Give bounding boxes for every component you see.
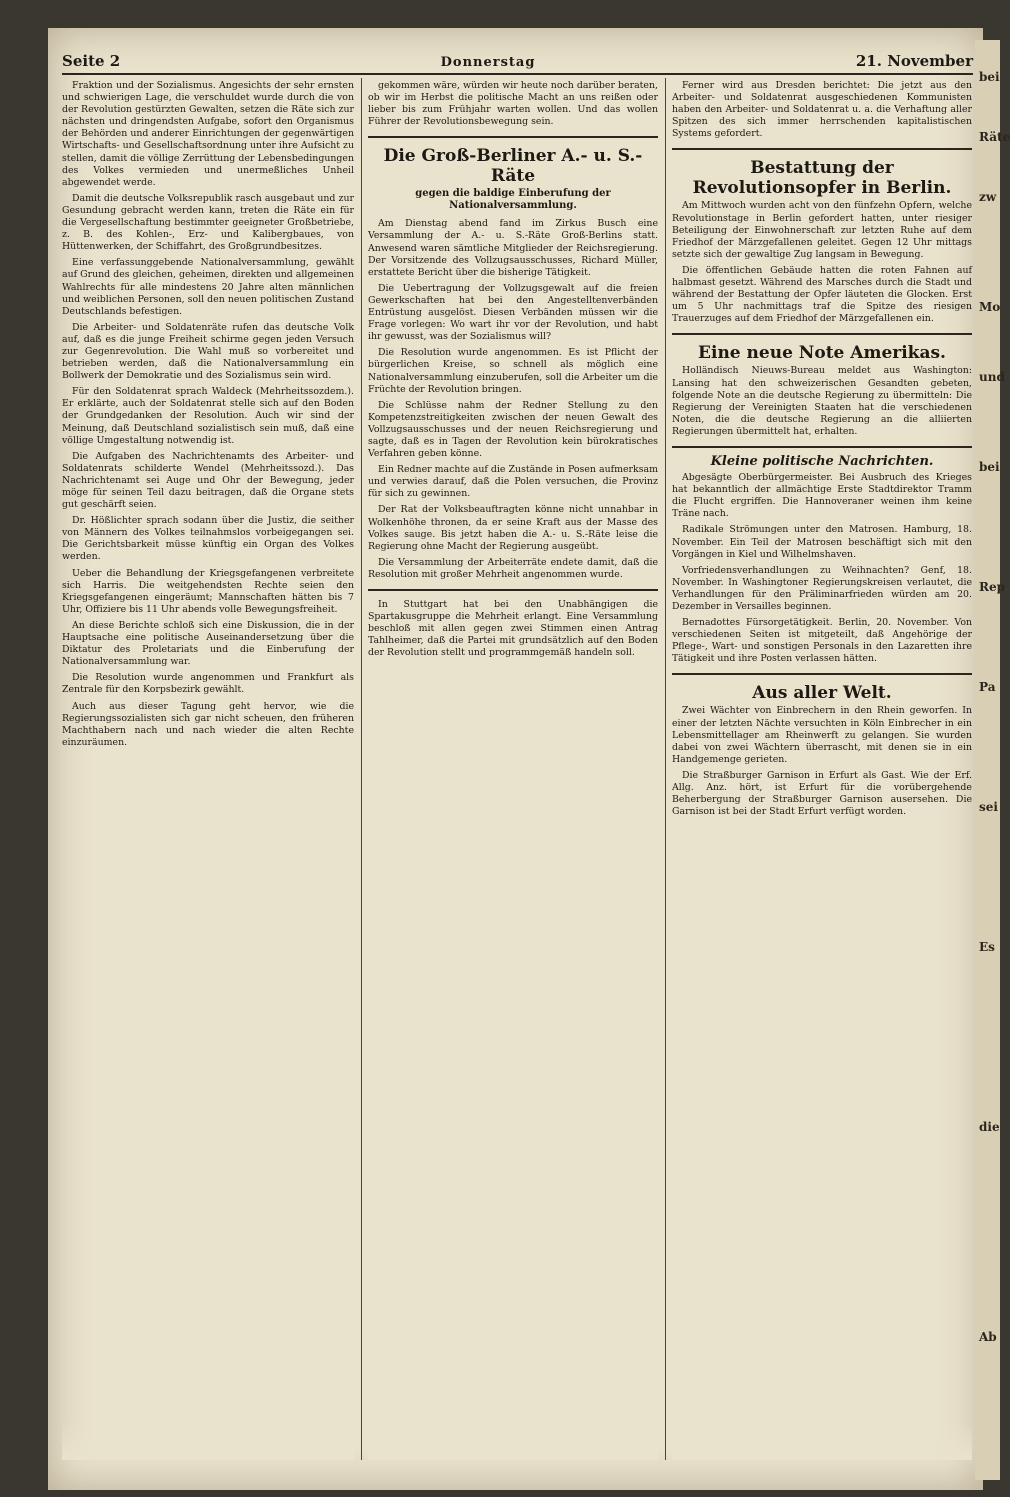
paragraph: Die öffentlichen Gebäude hatten die roten Fahnen auf halbmast gesetzt. Während des Marsches durch die Stadt und während der Bestattung der Opfer läuteten die Glocken. Erst um 5 Uhr nachmittags traf die Spitze des riesigen Trauerzuges auf dem Friedhof der Märzgefallenen ein.	[672, 264, 972, 325]
strip-fragment: Pa	[979, 680, 996, 694]
paragraph: Radikale Strömungen unter den Matrosen. Hamburg, 18. November. Ein Teil der Matrosen beschäftigt sich mit den Vorgängen in Kiel und Wilhelmshaven.	[672, 524, 972, 560]
section-headline: Kleine politische Nachrichten.	[710, 453, 934, 469]
page-weekday: Donnerstag	[440, 55, 536, 70]
paragraph: Vorfriedensverhandlungen zu Weihnachten? Genf, 18. November. In Washingtoner Regierungskreisen verlautet, die Verhandlungen für den Präliminarfrieden würden am 20. Dezember in Versailles beginnen.	[672, 564, 972, 612]
paragraph: Für den Soldatenrat sprach Waldeck (Mehrheitssozdem.). Er erklärte, auch der Soldatenrat stelle sich auf den Boden der Grundgedanken der Resolution. Auch wir sind der Meinung, daß Deutschland sozialistisch sein muß, daß eine völlige Umgestaltung notwendig ist.	[62, 386, 354, 446]
article-subheadline: gegen die baldige Einberufung der Nationalversammlung.	[415, 188, 611, 212]
paragraph: gekommen wäre, würden wir heute noch darüber beraten, ob wir im Herbst die politische Macht an uns reißen oder lieber bis zum Frühjahr warten wollen. Und das wollen Führer der Revolutionsbewegung sein.	[368, 80, 658, 128]
divider	[672, 148, 972, 150]
strip-fragment: Es	[979, 940, 995, 954]
page-number: Seite 2	[62, 52, 121, 70]
strip-fragment: Räte	[979, 130, 1010, 144]
paragraph: In Stuttgart hat bei den Unabhängigen die Spartakusgruppe die Mehrheit erlangt. Eine Versammlung beschloß mit allen gegen zwei Stimmen einen Antrag Tahlheimer, daß die Partei mit grundsätzlich auf den Boden der Revolution stellt und programmgemäß handeln soll.	[368, 599, 658, 659]
divider	[368, 136, 658, 138]
text-fade	[62, 1420, 354, 1460]
divider	[672, 673, 972, 675]
paragraph: Am Mittwoch wurden acht von den fünfzehn Opfern, welche Revolutionstage in Berlin gefordert hatten, unter riesiger Beteiligung der Einwohnerschaft zur letzten Ruhe auf dem Friedhof der Märzgefallenen geleitet. Gegen 12 Uhr mittags setzte sich der gewaltige Zug langsam in Bewegung.	[672, 200, 972, 260]
page-header	[62, 42, 973, 75]
strip-fragment: bei	[979, 70, 1000, 84]
divider	[368, 589, 658, 591]
paragraph: Am Dienstag abend fand im Zirkus Busch eine Versammlung der A.- u. S.-Räte Groß-Berlins statt. Anwesend waren sämtliche Mitglieder der Reichsregierung. Der Vorsitzende des Vollzugsausschusses, Richard Müller, erstattete Bericht über die bisherige Tätigkeit.	[368, 218, 658, 278]
page-date: 21. November	[855, 52, 973, 70]
text-fade	[672, 1420, 972, 1460]
newspaper-page	[48, 28, 983, 1490]
paragraph: Dr. Hößlichter sprach sodann über die Justiz, die seither von Männern des Volkes teilnahmslos vorbeigegangen sei. Die Gerichtsbarkeit müsse künftig ein Organ des Volkes werden.	[62, 515, 354, 563]
strip-fragment: zw	[979, 190, 997, 204]
paragraph: Die Schlüsse nahm der Redner Stellung zu den Kompetenzstreitigkeiten zwischen der neuen Gewalt des Vollzugsausschusses und der neuen Reichsregierung und sagte, daß es in Tagen der Revolution kein bürokratisches Verfahren geben könne.	[368, 399, 658, 460]
strip-fragment: und	[979, 370, 1005, 384]
divider	[672, 333, 972, 335]
paragraph: Auch aus dieser Tagung geht hervor, wie die Regierungssozialisten sich gar nicht scheuen, den früheren Machthabern nach und nach wieder die alten Rechte einzuräumen.	[62, 700, 354, 748]
article-headline: Eine neue Note Amerikas.	[698, 343, 946, 364]
paragraph: Die Arbeiter- und Soldatenräte rufen das deutsche Volk auf, daß es die junge Freiheit schirme gegen jeden Versuch zur Gegenrevolution. Die Wahl muß so vorbereitet und betrieben werden, daß die Nationalversammlung ein Bollwerk der Demokratie und des Sozialismus sein wird.	[62, 321, 354, 382]
paragraph: Der Rat der Volksbeauftragten könne nicht unnahbar in Wolkenhöhe thronen, da er seine Kraft aus der Masse des Volkes sauge. Bis jetzt haben die A.- u. S.-Räte leise die Regierung ohne Macht der Regierung ausgeübt.	[368, 504, 658, 552]
paragraph: Fraktion und der Sozialismus. Angesichts der sehr ernsten und schwierigen Lage, die verschuldet wurde durch die von der Revolution gestürzten Gewalten, setzen die Räte sich zur nächsten und dringendsten Aufgabe, sofort den Organismus der Behörden und anderer Einrichtungen der gegenwärtigen Wirtschafts- und Gesellschaftsordnung unter ihre Aufsicht zu stellen, damit die völlige Zerrüttung der Lebensbedingungen des Volkes vermieden und unermeßliches Unheil abgewendet werde.	[62, 80, 355, 188]
paragraph: Die Versammlung der Arbeiterräte endete damit, daß die Resolution mit großer Mehrheit angenommen wurde.	[368, 556, 658, 580]
column-1	[62, 80, 354, 1460]
paragraph: Zwei Wächter von Einbrechern in den Rhein geworfen. In einer der letzten Nächte versuchten in Köln Einbrecher in ein Lebensmittellager am Rheinwerft zu gelangen. Sie wurden dabei von zwei Wächtern überrascht, mit denen sie in ein Handgemenge gerieten.	[672, 705, 972, 765]
column-rule	[665, 78, 666, 1460]
column-rule	[361, 78, 362, 1460]
column-2	[368, 80, 658, 1460]
paragraph: Abgesägte Oberbürgermeister. Bei Ausbruch des Krieges hat bekanntlich der allmächtige Erste Stadtdirektor Tramm die Flucht ergriffen. Die Hannoveraner weinen ihm keine Träne nach.	[672, 472, 972, 520]
strip-fragment: Rep	[979, 580, 1005, 594]
strip-fragment: die	[979, 1120, 1000, 1134]
strip-fragment: Ab	[979, 1330, 997, 1344]
paragraph: Die Straßburger Garnison in Erfurt als Gast. Wie der Erf. Allg. Anz. hört, ist Erfurt für die vorübergehende Beherbergung der Straßburger Garnison ausersehen. Die Garnison ist bei der Stadt Erfurt verfügt worden.	[672, 769, 972, 818]
adjacent-page-strip	[975, 40, 1010, 1480]
article-headline: Die Groß-Berliner A.- u. S.-Räte	[383, 146, 643, 187]
paragraph: Bernadottes Fürsorgetätigkeit. Berlin, 20. November. Von verschiedenen Seiten ist mitgeteilt, daß Angehörige der Pflege-, Wart- und sonstigen Personals in den Lazaretten ihre Tätigkeit und ihre Posten verlassen hätten.	[672, 617, 972, 665]
paragraph: Die Uebertragung der Vollzugsgewalt auf die freien Gewerkschaften hat bei den Angestelltenverbänden Entrüstung ausgelöst. Diesen Verbänden müssen wir die Frage vorlegen: Wo wart ihr vor der Revolution, und habt ihr gewusst, was der Sozialismus will?	[368, 282, 658, 343]
paragraph: Holländisch Nieuws-Bureau meldet aus Washington: Lansing hat den schweizerischen Gesandten gebeten, folgende Note an die deutsche Regierung zu übermitteln: Die Regierung der Vereinigten Staaten hat die verschiedenen Noten, die die deutsche Regierung an die alliierten Regierungen übermittelt hat, erhalten.	[672, 365, 972, 437]
article-headline: Bestattung der Revolutionsopfer in Berlin.	[692, 158, 952, 199]
strip-fragment: Mo	[979, 300, 1001, 314]
paragraph: Ferner wird aus Dresden berichtet: Die jetzt aus den Arbeiter- und Soldatenrat ausgeschiedenen Kommunisten haben den Arbeiter- und Soldatenrat u. a. die Verhaftung aller Spitzen des sich immer herrschenden kapitalistischen Systems gefordert.	[672, 80, 972, 140]
column-3	[672, 80, 972, 1460]
paragraph: Ueber die Behandlung der Kriegsgefangenen verbreitete sich Harris. Die weitgehendsten Rechte seien den Kriegsgefangenen eingeräumt; Mannschaften hätten bis 7 Uhr, Offiziere bis 11 Uhr abends volle Bewegungsfreiheit.	[62, 567, 354, 615]
divider	[672, 446, 972, 448]
paragraph: Die Resolution wurde angenommen. Es ist Pflicht der bürgerlichen Kreise, so schnell als möglich eine Nationalversammlung einzuberufen, soll die Arbeiter um die Früchte der Revolution bringen.	[368, 347, 658, 395]
article-headline: Aus aller Welt.	[752, 683, 892, 704]
paragraph: Die Resolution wurde angenommen und Frankfurt als Zentrale für den Korpsbezirk gewählt.	[62, 672, 354, 696]
paragraph: An diese Berichte schloß sich eine Diskussion, die in der Hauptsache eine politische Auseinandersetzung über die Diktatur des Proletariats und die Einberufung der Nationalversammlung war.	[62, 619, 354, 668]
strip-fragment: sei	[979, 800, 998, 814]
text-fade	[368, 1420, 658, 1460]
paragraph: Eine verfassunggebende Nationalversammlung, gewählt auf Grund des gleichen, geheimen, direkten und allgemeinen Wahlrechts für alle mindestens 20 Jahre alten männlichen und weiblichen Personen, soll den neuen politischen Zustand Deutschlands befestigen.	[62, 257, 354, 317]
strip-fragment: bei	[979, 460, 1000, 474]
paragraph: Damit die deutsche Volksrepublik rasch ausgebaut und zur Gesundung gebracht werden kann, treten die Räte ein für die Vergesellschaftung bestimmter geeigneter Großbetriebe, z. B. des Kohlen-, Erz- und Kalibergbaues, von Hüttenwerken, der Schiffahrt, des Großgrundbesitzes.	[62, 192, 354, 253]
paragraph: Die Aufgaben des Nachrichtenamts des Arbeiter- und Soldatenrats schilderte Wendel (Mehrheitssozd.). Das Nachrichtenamt sei Auge und Ohr der Bewegung, jeder möge für seinen Teil dazu beitragen, daß die Organe stets gut geschärft seien.	[62, 450, 354, 511]
paragraph: Ein Redner machte auf die Zustände in Posen aufmerksam und verwies darauf, daß die Polen versuchen, die Provinz für sich zu gewinnen.	[368, 464, 658, 500]
